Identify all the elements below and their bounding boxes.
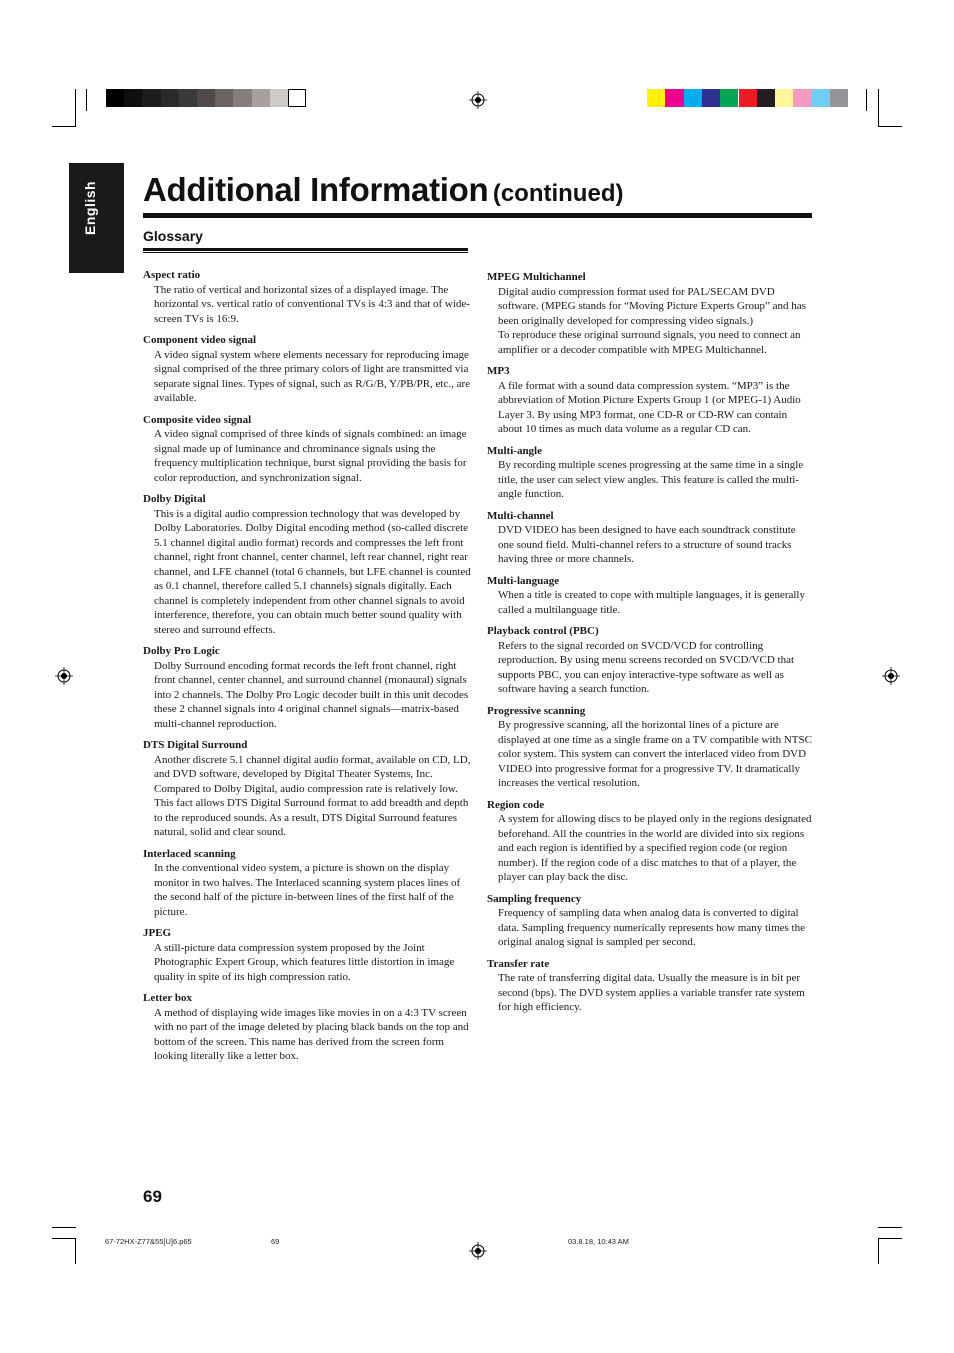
calibration-swatch [812,89,830,107]
calibration-swatch [830,89,848,107]
glossary-entry [143,926,471,984]
glossary-term: Multi-language [487,574,560,587]
glossary-definition: This is a digital audio compression technology that was developed by Dolby Laboratories. Dolby Digital encoding method (so-called discrete 5.1 channel digital audio format) records and compresses the left front channel, right front channel, center channel, left rear channel, right rear channel, and LFE channel (total 6 channels, but LFE channel is counted as 0.1 channel, therefore called 5.1 channels) signals digitally. Each channel is completely independent from other channel signals to avoid interference, therefore, you can obtain much better sound quality with stereo and surround effects. [154,507,471,636]
glossary-definition: A system for allowing discs to be played only in the regions designated beforehand. All the countries in the world are divided into six regions and each region is identified by a specified region code (or region number). If the region code of a disc matches to that of a player, the player can play back the disc. [498,813,812,883]
glossary-term: Playback control (PBC) [487,625,599,637]
glossary-entry [143,738,471,840]
glossary-definition-continued: To reproduce these original surround signals, you need to connect an amplifier or a decoder compatible with MPEG Multichannel. [498,329,801,356]
glossary-definition: Digital audio compression format used for PAL/SECAM DVD software. (MPEG stands for “Moving Picture Experts Group” and has been originally developed for compressing video signals.) [498,285,806,327]
glossary-term: Aspect ratio [143,269,201,281]
glossary-definition: A still-picture data compression system proposed by the Joint Photographic Expert Group, which features little distortion in image quality in spite of its high compression ratio. [154,941,455,983]
registration-mark-bottom-icon [469,1242,487,1260]
footer-page: 69 [271,1237,280,1246]
crop-mark-bottom-right-h2 [878,1238,902,1239]
registration-mark-right-icon [882,667,900,685]
glossary-entry [487,364,814,437]
glossary-term: Dolby Digital [143,493,206,505]
glossary-entry [143,991,471,1064]
calibration-swatch [252,89,270,107]
section-rule [143,248,468,251]
crop-mark-bottom-right-h [878,1227,902,1228]
glossary-definition: A video signal system where elements necessary for reproducing image signal comprised of the three primary colors of light are transmitted via separate signal lines. Types of signal, such as R/G/B, Y/PB/PR, etc., are available. [154,348,471,404]
glossary-definition: Dolby Surround encoding format records the left front channel, right front channel, center channel, and surround channel (monaural) signals into 2 channels. The Dolby Pro Logic decoder built in this unit decodes these 2 channel signals into 4 original channel signals—matrix-based multi-channel reproduction. [154,659,469,730]
glossary-entry [487,892,814,950]
glossary-term: DTS Digital Surround [143,739,248,751]
glossary-term: Transfer rate [487,957,550,970]
glossary-term: Region code [487,798,545,811]
glossary-definition: In the conventional video system, a picture is shown on the display monitor in two halves. The Interlaced scanning system places lines of the second half of the picture in-between lines of the first half of the picture. [154,862,461,918]
calibration-swatch [179,89,197,107]
glossary-entry [487,509,814,567]
glossary-definition: A file format with a sound data compression system. “MP3” is the abbreviation of Motion Picture Experts Group 1 (or MPEG-1) Audio Layer 3. By using MP3 format, one CD-R or CD-RW can contain about 10 times as much data volume as a regular CD can. [498,379,801,435]
glossary-term: JPEG [143,927,172,939]
crop-mark-bottom-left-h [52,1227,76,1228]
glossary-term: Composite video signal [143,413,252,426]
calibration-swatch [775,89,793,107]
section-rule-thin [143,252,468,253]
glossary-definition: A video signal comprised of three kinds of signals combined: an image signal made up of luminance and chrominance signals using the frequency multiplication technique, burst signal providing the basis for color reproduction, and synchronization signal. [154,428,467,484]
glossary-entry [487,624,814,697]
glossary-term: Letter box [143,992,192,1004]
glossary-term: Multi-channel [487,509,554,522]
glossary-definition: DVD VIDEO has been designed to have each soundtrack constitute one sound field. Multi-channel refers to a structure of sound tracks having three or more channels. [498,524,796,565]
crop-mark-top-left-v [75,89,76,127]
calibration-swatch [702,89,720,107]
glossary-term: Multi-angle [487,444,542,457]
calibration-swatch [270,89,288,107]
glossary-definition: A method of displaying wide images like movies in on a 4:3 TV screen with no part of the image deleted by placing black bands on the top and bottom of the screen. This name has derived from the screen form looking literally like a letter box. [154,1006,469,1062]
calibration-swatch [665,89,683,107]
calibration-swatch [106,89,124,107]
glossary-term: MP3 [487,365,510,377]
glossary-right-column [487,270,814,1022]
calibration-swatch [142,89,160,107]
glossary-term: MPEG Multichannel [487,271,586,283]
crop-mark-top-right-v [878,89,879,127]
calibration-swatch [124,89,142,107]
glossary-definition: By progressive scanning, all the horizontal lines of a picture are displayed at one time as a single frame on a TV compatible with NTSC color system. This system can convert the interlaced video from DVD VIDEO into progressive format for a progressive TV. It dramatically increases the vertical resolution. [498,719,812,789]
glossary-left-column [143,268,471,1071]
glossary-entry [487,444,814,502]
glossary-definition: By recording multiple scenes progressing at the same time in a single title, the user can select view angles. This feature is called the multi-angle function. [498,459,804,500]
crop-mark-bottom-left-v [75,1238,76,1264]
glossary-term: Sampling frequency [487,892,582,905]
crop-mark-top-right-h [878,126,902,127]
crop-mark-top-right-v2 [866,89,867,111]
crop-mark-bottom-left-h2 [52,1238,76,1239]
glossary-entry [143,492,471,637]
glossary-definition: When a title is created to cope with multiple languages, it is generally called a multilanguage title. [498,589,805,616]
glossary-entry [487,270,814,357]
glossary-entry [487,798,814,885]
glossary-definition: Refers to the signal recorded on SVCD/VCD for controlling reproduction. By using menu screens recorded on SVCD/VCD that supports PBC, you can enjoy interactive-type software as well as software having a search function. [498,639,795,695]
glossary-definition: Frequency of sampling data when analog data is converted to digital data. Sampling frequency numerically represents how many times the original analog signal is sampled per second. [498,907,805,948]
registration-mark-left-icon [55,667,73,685]
glossary-entry [143,333,471,406]
glossary-entry [487,704,814,791]
glossary-term: Progressive scanning [487,704,586,717]
footer-file-name: 67-72HX-Z77&55[U]6.p65 [105,1237,192,1246]
calibration-swatch [684,89,702,107]
glossary-definition: The ratio of vertical and horizontal sizes of a displayed image. The horizontal vs. vertical ratio of conventional TVs is 4:3 and that of wide-screen TVs is 16:9. [154,283,470,325]
glossary-entry [143,268,471,326]
page-number: 69 [143,1187,162,1206]
glossary-term: Interlaced scanning [143,847,236,860]
calibration-swatch [793,89,811,107]
calibration-swatch [197,89,215,107]
glossary-entry [487,957,814,1015]
glossary-definition: The rate of transferring digital data. Usually the measure is in bit per second (bps). The DVD system applies a variable transfer rate system for high efficiency. [498,972,805,1013]
page-title-subtitle: (continued) [492,180,624,207]
section-heading: Glossary [143,228,203,244]
crop-mark-top-left-v2 [86,89,87,111]
calibration-swatch [757,89,775,107]
calibration-swatch [647,89,665,107]
page-title [143,171,623,209]
glossary-definition-continued: Compared to Dolby Digital, audio compression rate is relatively low. This fact allows DTS Digital Surround format to add breadth and depth to the reproduced sounds. As a result, DTS Digital Surround features natural, solid and clear sound. [154,782,469,838]
calibration-swatch [739,89,757,107]
glossary-entry [487,574,814,618]
crop-mark-bottom-right-v [878,1238,879,1264]
footer-timestamp: 03.8.18, 10:43 AM [568,1237,629,1246]
page-title-main: Additional Information [143,171,489,208]
calibration-swatch [215,89,233,107]
language-side-tab-label: English [82,180,98,235]
glossary-definition: Another discrete 5.1 channel digital audio format, available on CD, LD, and DVD software, developed by Digital Theater Systems, Inc. [154,753,471,780]
glossary-term: Component video signal [143,334,257,346]
glossary-entry [143,847,471,920]
calibration-swatch [720,89,738,107]
glossary-entry [143,413,471,486]
glossary-term: Dolby Pro Logic [143,645,220,657]
title-rule [143,213,812,218]
registration-mark-top-icon [469,91,487,109]
crop-mark-top-left-h [52,126,76,127]
calibration-swatch [288,89,306,107]
calibration-swatch [233,89,251,107]
glossary-entry [143,644,471,731]
calibration-swatch [161,89,179,107]
